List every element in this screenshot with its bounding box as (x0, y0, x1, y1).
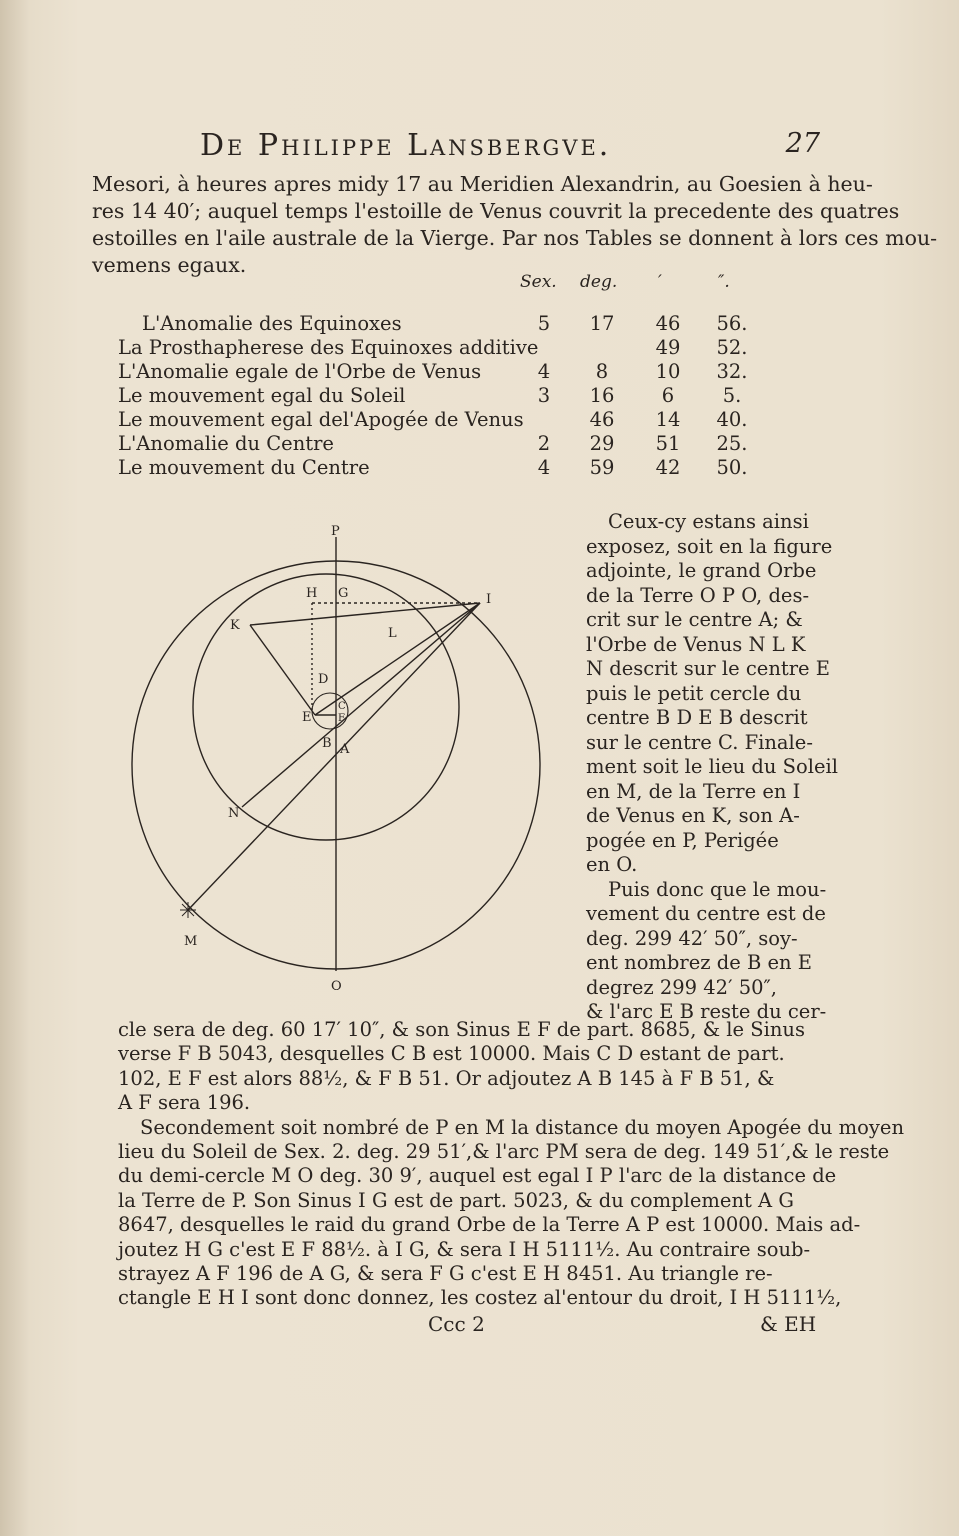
intro-line: vemens egaux. (92, 253, 247, 277)
label-D: D (318, 672, 329, 687)
sun-star-icon (180, 902, 196, 918)
row-label: La Prosthapherese des Equinoxes additive (118, 336, 539, 359)
side-line: ent nombrez de B en E (586, 951, 813, 974)
body-line: la Terre de P. Son Sinus I G est de part. 5023, & du complement A G (118, 1188, 794, 1212)
bottom-paragraph (118, 1018, 905, 1311)
signature-mark: Ccc 2 (428, 1312, 485, 1336)
side-line: pogée en P, Perigée (586, 828, 779, 852)
body-line: ctangle E H I sont donc donnez, les costez al'entour du droit, I H 5111½, (118, 1286, 842, 1310)
cell-sex: 5 (537, 312, 551, 335)
label-G: G (338, 586, 349, 601)
label-M: M (184, 934, 198, 949)
body-line: 8647, desquelles le raid du grand Orbe de la Terre A P est 10000. Mais ad- (118, 1213, 861, 1237)
body-line: A F sera 196. (118, 1091, 251, 1115)
side-line: deg. 299 42′ 50″, soy- (586, 926, 798, 950)
side-line: crit sur le centre A; & (586, 608, 803, 631)
cell-min: 42 (655, 456, 681, 479)
side-line: centre B D E B descrit (586, 706, 808, 729)
column-header-sex: Sex. (520, 272, 557, 292)
body-line: 102, E F est alors 88½, & F B 51. Or adjoutez A B 145 à F B 51, & (118, 1066, 775, 1090)
cell-deg: 17 (589, 312, 615, 335)
row-label: Le mouvement egal del'Apogée de Venus (118, 408, 524, 431)
row-label: L'Anomalie egale de l'Orbe de Venus (118, 360, 482, 383)
cell-sec: 5. (722, 384, 742, 407)
intro-line: estoilles en l'aile australe de la Vierge. Par nos Tables se donnent à lors ces mou- (92, 226, 938, 250)
cell-deg: 46 (589, 408, 615, 431)
label-I: I (486, 592, 492, 607)
side-line: degrez 299 42′ 50″, (586, 975, 777, 999)
cell-sec: 40. (716, 408, 748, 431)
cell-sex: 2 (537, 432, 551, 455)
column-header-min: ′ (658, 272, 662, 292)
body-line: strayez A F 196 de A G, & sera F G c'est E H 8451. Au triangle re- (118, 1261, 773, 1285)
line-KI (250, 603, 480, 625)
label-F: F (338, 713, 345, 724)
intro-line: res 14 40′; auquel temps l'estoille de Venus couvrit la precedente des quatres (92, 199, 900, 223)
column-header-sec: ″. (718, 272, 730, 292)
side-line: puis le petit cercle du (586, 681, 802, 705)
table-header (118, 272, 778, 294)
catchword: & EH (760, 1312, 817, 1336)
line-NI (242, 603, 480, 807)
cell-sex: 4 (537, 456, 551, 479)
label-E: E (302, 710, 312, 725)
line-KE (250, 625, 315, 715)
label-H: H (306, 586, 318, 601)
body-line: lieu du Soleil de Sex. 2. deg. 29 51′,& l'arc PM sera de deg. 149 51′,& le reste (118, 1139, 890, 1163)
label-C: C (338, 701, 346, 712)
cell-min: 14 (655, 408, 681, 431)
cell-sex: 4 (537, 360, 551, 383)
side-paragraph (586, 510, 838, 1025)
side-line: en M, de la Terre en I (586, 779, 801, 803)
label-K: K (230, 618, 240, 633)
row-label: L'Anomalie des Equinoxes (142, 312, 402, 335)
body-line: cle sera de deg. 60 17′ 10″, & son Sinus E F de part. 8685, & le Sinus (118, 1018, 805, 1041)
side-line: sur le centre C. Finale- (586, 730, 813, 754)
table-row (118, 408, 778, 432)
table-row (118, 312, 778, 336)
cell-deg: 16 (589, 384, 615, 407)
side-line: en O. (586, 853, 638, 876)
cell-sec: 52. (716, 336, 748, 359)
side-line: N descrit sur le centre E (586, 657, 831, 680)
label-N: N (228, 806, 240, 821)
cell-sec: 56. (716, 312, 748, 335)
side-line: Ceux-cy estans ainsi (608, 510, 809, 533)
side-line: exposez, soit en la figure (586, 534, 833, 558)
cell-deg: 8 (595, 360, 609, 383)
side-line: l'Orbe de Venus N L K (586, 632, 806, 656)
cell-deg: 59 (589, 456, 615, 479)
label-P: P (331, 524, 340, 539)
cell-min: 46 (655, 312, 681, 335)
body-line: joutez H G c'est E F 88½. à I G, & sera I H 5111½. Au contraire soub- (118, 1237, 811, 1261)
column-header-deg: deg. (580, 272, 618, 292)
cell-min: 49 (655, 336, 681, 359)
table-row (118, 336, 778, 360)
row-label: Le mouvement egal du Soleil (118, 384, 406, 407)
side-line: & l'arc E B reste du cer- (586, 1000, 827, 1023)
running-header (200, 128, 820, 168)
cell-sec: 25. (716, 432, 748, 455)
side-line: adjointe, le grand Orbe (586, 559, 817, 582)
side-line: ment soit le lieu du Soleil (586, 755, 838, 778)
cell-min: 10 (655, 360, 681, 383)
cell-min: 6 (661, 384, 675, 407)
line-EI (315, 603, 480, 715)
table-row (118, 360, 778, 384)
body-line: du demi-cercle M O deg. 30 9′, auquel est egal I P l'arc de la distance de (118, 1164, 837, 1188)
intro-line: Mesori, à heures apres midy 17 au Meridien Alexandrin, au Goesien à heu- (92, 172, 873, 196)
intro-paragraph (92, 171, 938, 279)
cell-sex: 3 (537, 384, 551, 407)
body-line: verse F B 5043, desquelles C B est 10000. Mais C D estant de part. (118, 1042, 785, 1066)
table-row (118, 456, 778, 480)
label-B: B (322, 736, 332, 751)
line-MI (188, 603, 480, 910)
row-label: Le mouvement du Centre (118, 456, 370, 479)
table-row (118, 384, 778, 408)
row-label: L'Anomalie du Centre (118, 432, 334, 455)
label-L: L (388, 626, 397, 641)
side-line: de Venus en K, son A- (586, 804, 800, 827)
page-number: 27 (785, 128, 820, 159)
cell-sec: 32. (716, 360, 748, 383)
header-title: De Philippe Lansbergve. (200, 128, 612, 163)
side-line: Puis donc que le mou- (608, 877, 827, 901)
cell-deg: 29 (589, 432, 615, 455)
body-line: Secondement soit nombré de P en M la distance du moyen Apogée du moyen (140, 1115, 905, 1139)
table-row (118, 432, 778, 456)
label-A: A (340, 742, 350, 757)
cell-min: 51 (655, 432, 681, 455)
side-line: vement du centre est de (586, 902, 826, 925)
side-line: de la Terre O P O, des- (586, 583, 810, 607)
cell-sec: 50. (716, 456, 748, 479)
label-O: O (331, 979, 342, 994)
orbit-diagram (100, 525, 580, 1000)
